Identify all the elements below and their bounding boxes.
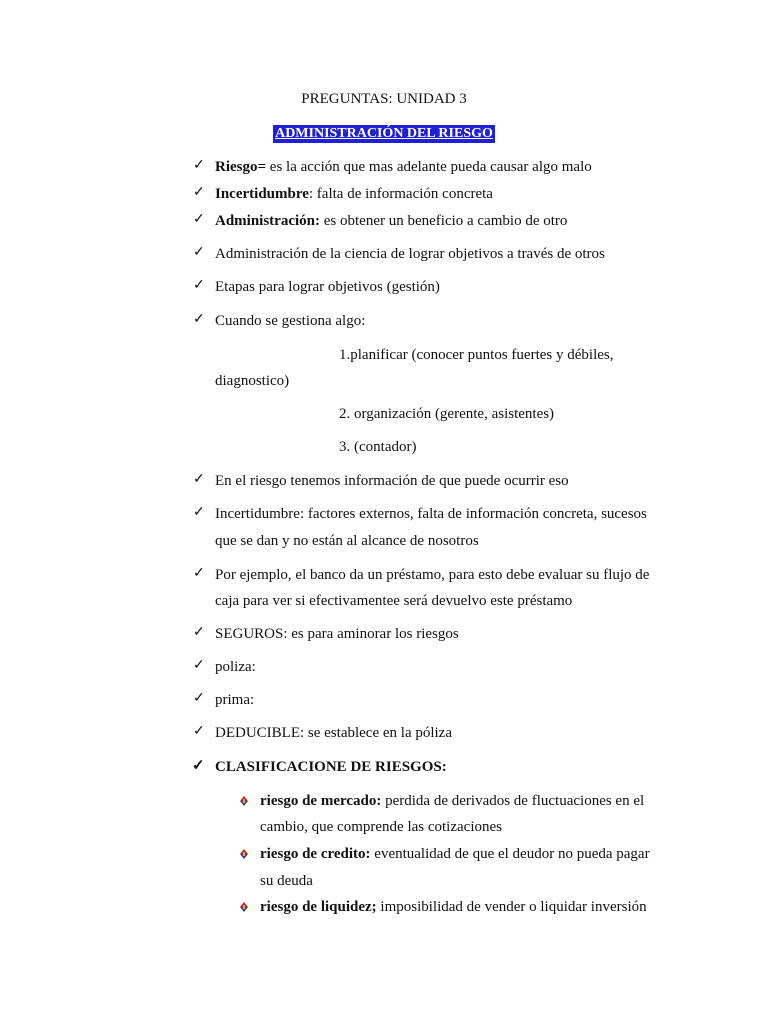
checkmark-icon: ✓ [193,566,205,581]
checkmark-icon: ✓ [193,691,205,706]
list-item: poliza: [215,659,256,675]
checkmark-icon: ✓ [192,758,205,774]
checkmark-icon: ✓ [193,278,205,293]
checkmark-icon: ✓ [193,472,205,487]
risk-item: riesgo de credito: eventualidad de que el deudor no pueda pagar [260,846,650,862]
list-item: Cuando se gestiona algo: [215,313,366,329]
section-heading: ADMINISTRACIÓN DEL RIESGO [275,126,493,141]
checkmark-icon: ✓ [193,312,205,327]
page-title: PREGUNTAS: UNIDAD 3 [301,91,467,107]
risk-item: riesgo de mercado: perdida de derivados de fluctuaciones en el [260,793,645,809]
step-line: diagnostico) [215,373,290,389]
checkmark-icon: ✓ [193,212,205,227]
list-item: Incertidumbre: factores externos, falta de información concreta, sucesos [215,506,647,522]
list-item-continuation: que se dan y no están al alcance de nosotros [215,533,479,549]
risk-item: riesgo de liquidez; imposibilidad de vender o liquidar inversión [260,899,647,915]
arrow-bullet-icon [238,795,250,807]
step-line: 2. organización (gerente, asistentes) [339,406,555,422]
list-item-heading: CLASIFICACIONE DE RIESGOS: [215,759,447,775]
list-item: Etapas para lograr objetivos (gestión) [215,279,440,295]
step-line: 3. (contador) [339,439,417,455]
arrow-bullet-icon [238,901,250,913]
arrow-bullet-icon [238,848,250,860]
list-item: DEDUCIBLE: se establece en la póliza [215,725,452,741]
list-item: prima: [215,692,255,708]
risk-item-continuation: cambio, que comprende las cotizaciones [260,819,502,835]
list-item: En el riesgo tenemos información de que puede ocurrir eso [215,473,569,489]
checkmark-icon: ✓ [193,625,205,640]
list-item: Por ejemplo, el banco da un préstamo, para esto debe evaluar su flujo de [215,567,650,583]
list-item-continuation: caja para ver si efectivamentee será devuelvo este préstamo [215,593,573,609]
list-item: Incertidumbre: falta de información concreta [215,186,493,202]
risk-item-continuation: su deuda [260,873,313,889]
checkmark-icon: ✓ [193,724,205,739]
list-item: Administración de la ciencia de lograr objetivos a través de otros [215,246,605,262]
list-item: SEGUROS: es para aminorar los riesgos [215,626,459,642]
checkmark-icon: ✓ [193,658,205,673]
checkmark-icon: ✓ [193,158,205,173]
list-item: Riesgo= es la acción que mas adelante pueda causar algo malo [215,159,592,175]
checkmark-icon: ✓ [193,245,205,260]
step-line: 1.planificar (conocer puntos fuertes y débiles, [339,347,614,363]
checkmark-icon: ✓ [193,505,205,520]
checkmark-icon: ✓ [193,185,205,200]
list-item: Administración: es obtener un beneficio a cambio de otro [215,213,568,229]
